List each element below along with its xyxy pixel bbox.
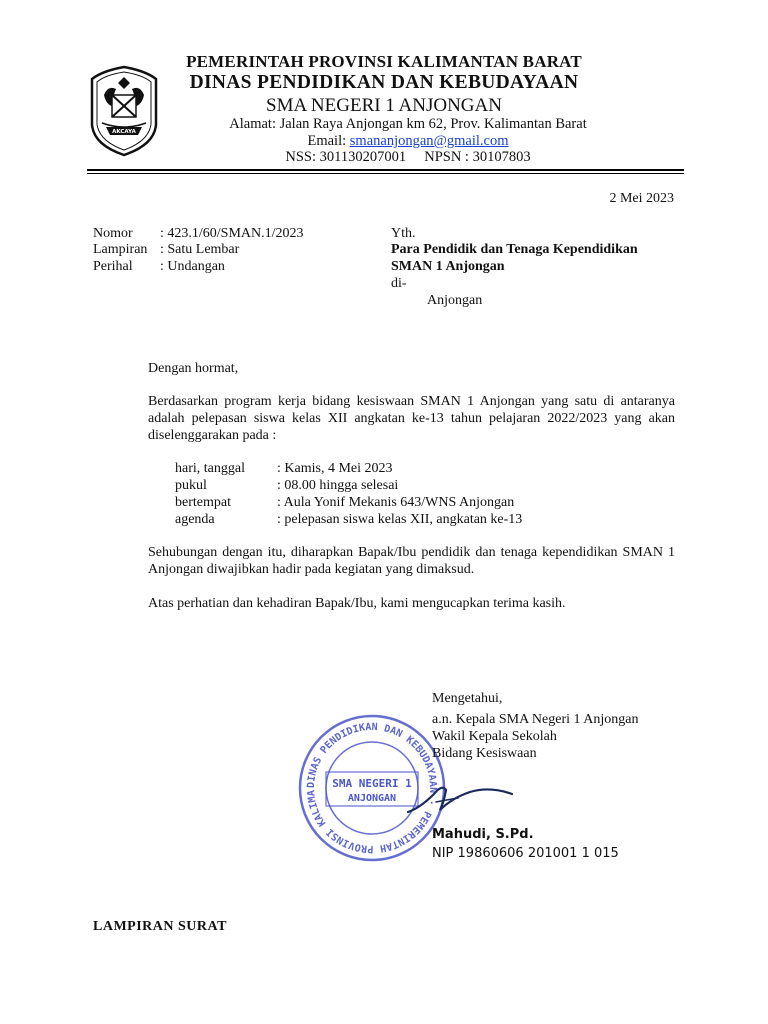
recipient-di: di- <box>391 276 407 291</box>
detail-label-bertempat: bertempat <box>175 495 231 510</box>
recipient-line1: Para Pendidik dan Tenaga Kependidikan <box>391 242 638 257</box>
lampiran-title: LAMPIRAN SURAT <box>93 919 227 934</box>
recipient-place: Anjongan <box>427 293 483 308</box>
stamp-inner-line2: ANJONGAN <box>347 793 397 804</box>
greeting: Dengan hormat, <box>148 361 239 376</box>
header-address: Alamat: Jalan Raya Anjongan km 62, Prov. Kalimantan Barat <box>229 116 587 132</box>
signatory-name: Mahudi, S.Pd. <box>432 827 534 842</box>
lampiran-label: Lampiran <box>93 242 148 257</box>
header-school-name: SMA NEGERI 1 ANJONGAN <box>266 95 502 116</box>
header-government: PEMERINTAH PROVINSI KALIMANTAN BARAT <box>186 52 582 71</box>
detail-label-agenda: agenda <box>175 512 215 527</box>
recipient-line2: SMAN 1 Anjongan <box>391 259 505 274</box>
signature-line3: Wakil Kepala Sekolah <box>432 729 557 744</box>
signatory-nip: NIP 19860606 201001 1 015 <box>432 846 619 861</box>
header-email-line <box>0 133 768 150</box>
detail-value-bertempat: : Aula Yonif Mekanis 643/WNS Anjongan <box>277 495 515 510</box>
detail-value-pukul: : 08.00 hingga selesai <box>277 478 399 493</box>
signature-line4: Bidang Kesiswaan <box>432 746 537 761</box>
svg-text:AKCAYA: AKCAYA <box>112 129 136 135</box>
nss-npsn: NSS: 301130207001 NPSN : 30107803 <box>285 149 531 165</box>
stamp-inner-line1: SMA NEGERI 1 <box>332 777 412 790</box>
signature-line1: Mengetahui, <box>432 691 503 706</box>
email-label: Email: <box>307 133 350 149</box>
header-ids <box>0 149 768 166</box>
paragraph-2: Sehubungan dengan itu, diharapkan Bapak/Ibu pendidik dan tenaga kependidikan SMAN 1 Anjongan diwajibkan hadir pada kegiatan yang dimaksud. <box>148 545 675 577</box>
detail-label-hari: hari, tanggal <box>175 461 245 476</box>
recipient-yth: Yth. <box>391 226 416 241</box>
nomor-label: Nomor <box>93 226 133 241</box>
header-divider-thick <box>87 169 684 171</box>
perihal-label: Perihal <box>93 259 133 274</box>
letter-date: 2 Mei 2023 <box>609 191 674 206</box>
paragraph-1: Berdasarkan program kerja bidang kesiswaan SMAN 1 Anjongan yang satu di antaranya adalah pelepasan siswa kelas XII angkatan ke-13 tahun pelajaran 2022/2023 yang akan diselenggarakan pada : <box>148 394 675 443</box>
stamp-outer-text: DINAS PENDIDIKAN DAN KEBUDAYAAN · PEMERINTAH PROVINSI KALIMA <box>305 721 439 855</box>
nomor-value: : 423.1/60/SMAN.1/2023 <box>160 226 304 241</box>
paragraph-3: Atas perhatian dan kehadiran Bapak/Ibu, kami mengucapkan terima kasih. <box>148 596 566 611</box>
header-agency: DINAS PENDIDIKAN DAN KEBUDAYAAN <box>189 72 579 93</box>
signature-line2: a.n. Kepala SMA Negeri 1 Anjongan <box>432 712 639 727</box>
lampiran-value: : Satu Lembar <box>160 242 240 257</box>
handwritten-signature <box>400 772 520 822</box>
detail-value-hari: : Kamis, 4 Mei 2023 <box>277 461 393 476</box>
email-link[interactable]: smananjongan@gmail.com <box>349 133 509 149</box>
perihal-value: : Undangan <box>160 259 225 274</box>
detail-label-pukul: pukul <box>175 478 207 493</box>
header-divider-thin <box>87 173 684 174</box>
detail-value-agenda: : pelepasan siswa kelas XII, angkatan ke-13 <box>277 512 523 527</box>
